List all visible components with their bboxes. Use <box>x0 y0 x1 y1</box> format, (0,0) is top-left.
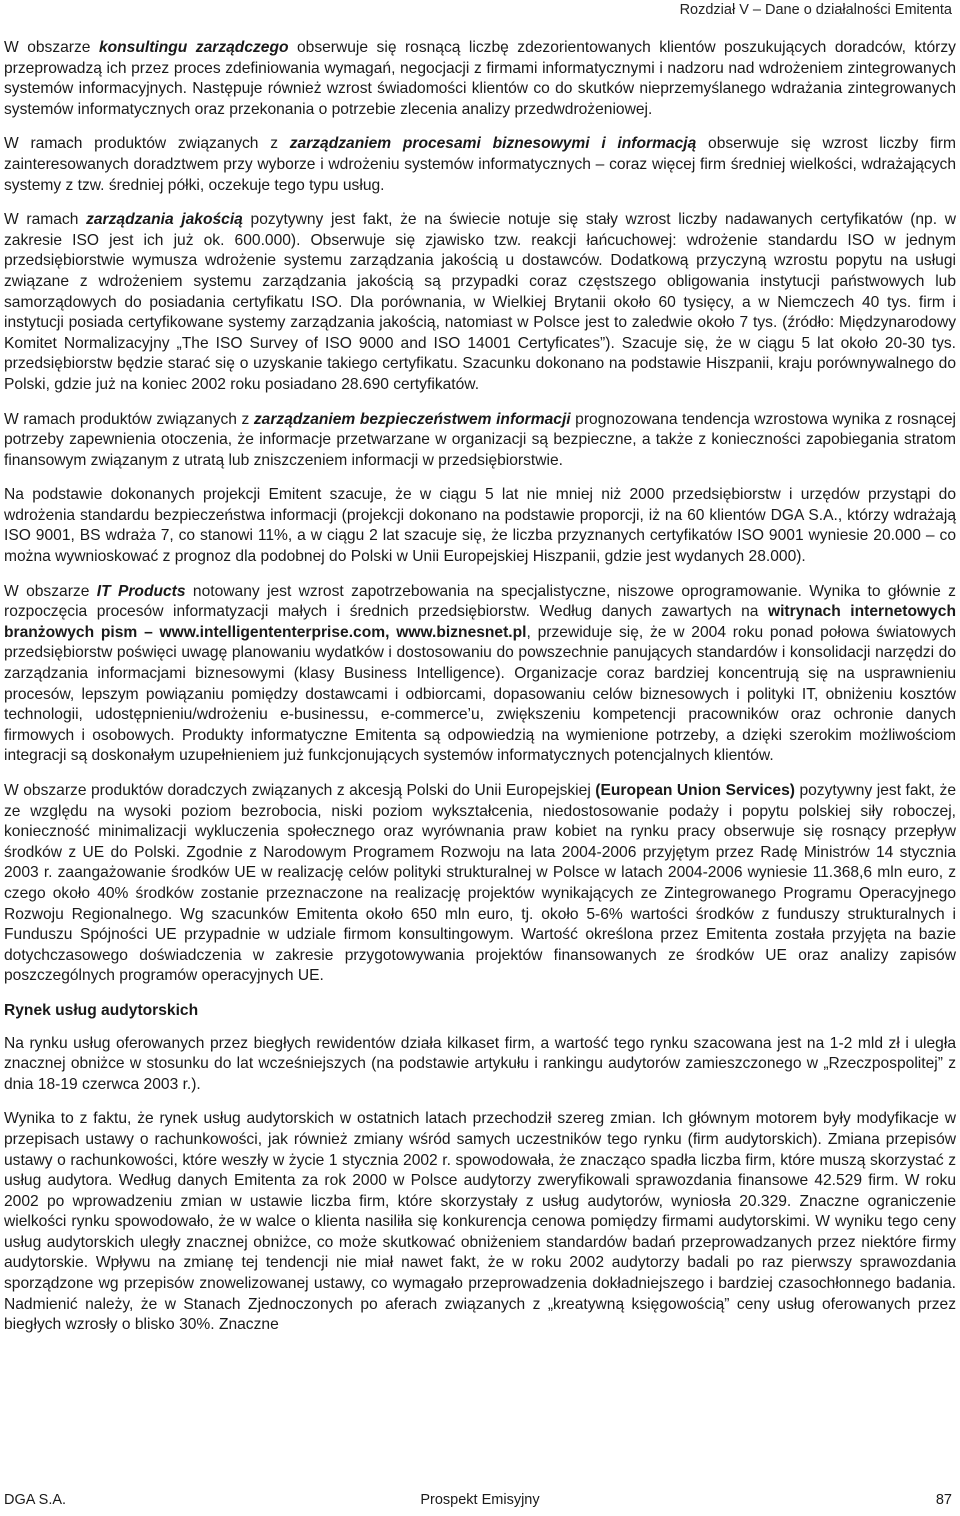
paragraph-projection <box>4 485 956 567</box>
footer-document-title: Prospekt Emisyjny <box>420 1492 540 1508</box>
emphasis-term: zarządzaniem procesami biznesowymi i informacją <box>289 135 697 153</box>
page-number: 87 <box>935 1492 952 1508</box>
paragraph-consulting <box>4 38 956 120</box>
main-content <box>4 38 956 1350</box>
paragraph-text: W obszarze <box>4 582 97 600</box>
bold-term: (European Union Services) <box>595 782 795 799</box>
paragraph-text: , przewiduje się, że w 2004 roku ponad połowa światowych przedsiębiorstw poświęci uwagę planowaniu wydatków i dostosowaniu do powszechnie panujących standardów i konsolidacji narzędzi do zarządzania informacjami biznesowymi (klasy Business Intelligence). Organizacje coraz bardziej koncentrują się na usprawnieniu procesów, lepszym powiązaniu pomiędzy dostawcami i odbiorcami, dopasowaniu celów biznesowych i polityki IT, obniżeniu kosztów technologii, udostępnieniu/wdrożeniu e-businessu, e-commerce’u, zwiększeniu kompetencji pracowników oraz ochronie danych firmowych i osobowych. Produkty informatyczne Emitenta są odpowiedzią na wymienione potrzeby, a dzięki szerokim możliwościom integracji są doskonałym uzupełnieniem już funkcjonujących systemów informatycznych potencjalnych klientów. <box>4 623 956 765</box>
paragraph-text: W ramach produktów związanych z <box>4 410 254 428</box>
section-heading: Rynek usług audytorskich <box>4 1001 199 1019</box>
paragraph-text: pozytywny jest fakt, że ze względu na wysoki poziom bezrobocia, niski poziom wykształcenia, niedostosowanie podaży i popytu polskiej siły roboczej, konieczność minimalizacji wykluczenia społecznego oraz wyrównania praw kobiet na rynku pracy obserwuje się rosnący przepływ środków z UE do Polski. Zgodnie z Narodowym Programem Rozwoju na lata 2004-2006 przyjętym przez Radę Ministrów 14 stycznia 2003 r. zaangażowanie środków UE w realizację celów polityki strukturalnej w Polsce w latach 2004-2006 wyniesie 11.368,6 mln euro, z czego około 40% środków zostanie przeznaczone na realizację projektów wynikających ze Zintegrowanego Programu Operacyjnego Rozwoju Regionalnego. Wg szacunków Emitenta około 650 mln euro, tj. około 5-6% wartości środków z funduszy strukturalnych i Funduszu Spójności UE przypadnie w udziale firmom konsultingowym. Wartość określona przez Emitenta została przyjęta na bazie dotychczasowego doświadczenia w zakresie przygotowywania projektów finansowanych ze środków UE oraz analizy zapisów poszczególnych programów operacyjnych UE. <box>4 782 956 985</box>
paragraph-text: W obszarze produktów doradczych związanych z akcesją Polski do Unii Europejskiej <box>4 782 596 799</box>
page-footer <box>4 1490 956 1510</box>
footer-company: DGA S.A. <box>4 1492 67 1508</box>
paragraph-text: notowany jest wzrost zapotrzebowania na specjalistyczne, niszowe oprogramowanie. Wynika to głównie z rozpoczęcia procesów informatyzacji małych i średnich przedsiębiorstw. Według danych zawartych na <box>4 582 956 621</box>
emphasis-term: zarządzaniem bezpieczeństwem informacji <box>253 410 571 428</box>
emphasis-term: konsultingu zarządczego <box>98 39 289 56</box>
paragraph-audit-changes <box>4 1109 956 1336</box>
paragraph-text: prognozowana tendencja wzrostowa wynika z rosnącej potrzeby zapewnienia otoczenia, że informacje przetwarzane w organizacji są bezpieczne, a także z konieczności zapobiegania stratom finansowym związanym z utratą lub zniszczeniem informacji w przedsiębiorstwie. <box>4 410 956 469</box>
paragraph-text: pozytywny jest fakt, że na świecie notuje się stały wzrost liczby nadawanych certyfikatów (np. w zakresie ISO jest ich już ok. 600.000). Obserwuje się zjawisko tzw. reakcji łańcuchowej: wdrożenie standardu ISO w jednym przedsiębiorstwie wymusza wdrożenie systemu zarządzania jakością u dostawców. Dodatkową przyczyną wzrostu popytu na usługi związane z wdrożeniem systemu zarządzania jakością są przypadki coraz częstszego obligowania instytucji państwowych lub samorządowych do posiadania certyfikatu ISO. Dla porównania, w Wielkiej Brytanii około 60 tysięcy, a w Niemczech 40 tys. firm i instytucji posiada certyfikowane systemy zarządzania jakością, natomiast w Polsce jest to zaledwie około 7 tys. (źródło: Międzynarodowy Komitet Normalizacyjny „The ISO Survey of ISO 9000 and ISO 14001 Certyficates”). Szacuje się, że w ciągu 5 lat około 20-30 tys. przedsiębiorstw będzie starać się o uzyskanie takiego certyfikatu. Szacunku dokonano na podstawie Hiszpanii, kraju porównywalnego do Polski, gdzie już na koniec 2002 roku posiadano 28.690 certyfikatów. <box>4 211 956 393</box>
paragraph-security <box>4 410 956 472</box>
paragraph-text: Na rynku usług oferowanych przez biegłych rewidentów działa kilkaset firm, a wartość tego rynku szacowana jest na 1-2 mld zł i uległa znacznej obniżce w stosunku do lat wcześniejszych (na podstawie artykułu i rankingu audytorów zamieszczonego w „Rzeczpospolitej” z dnia 18-19 czerwca 2003 r.). <box>4 1034 956 1093</box>
paragraph-text: obserwuje się wzrost liczby firm zainteresowanych doradztwem przy wyborze i wdrożeniu systemów informatycznych – coraz więcej firm średniej wielkości, wdrażających systemy z tzw. średniej półki, oczekuje tego typu usług. <box>4 135 956 194</box>
paragraph-eu-services <box>4 781 956 987</box>
paragraph-text: Wynika to z faktu, że rynek usług audytorskich w ostatnich latach przechodził szereg zmian. Ich głównym motorem były modyfikacje w przepisach ustawy o rachunkowości, jak również zmiany wśród samych uczestników tego rynku (firm audytorskich). Zmiana przepisów ustawy o rachunkowości, które weszły w życie 1 stycznia 2002 r. spowodowała, że znacząco spadła liczba firm, które muszą skorzystać z usług audytora. Według danych Emitenta za rok 2000 w Polsce audytorzy zweryfikowali sprawozdania finansowe 42.529 firm. W roku 2002 po wprowadzeniu zmian w ustawie liczba firm, które skorzystały z usług audytorów, wyniosła 20.329. Znaczne ograniczenie wielkości rynku spowodowało, że w walce o klienta nasiliła się konkurencja cenowa pomiędzy firmami audytorskimi. W wyniku tego ceny usług audytorskich uległy znacznej obniżce, co może skutkować obniżeniem standardów badań przeprowadzanych przez niektóre firmy audytorskie. Wpływu na zmianę tej tendencji nie miał nawet fakt, że w roku 2002 audytorzy badali po raz pierwszy sprawozdania sporządzone wg przepisów znowelizowanej ustawy, co wymagało przeprowadzenia dokładniejszego i bardziej czasochłonnego badania. Nadmienić należy, że w Stanach Zjednoczonych po aferach związanych z „kreatywną księgowością” ceny usług oferowanych przez biegłych wzrosły o blisko 30%. Znaczne <box>4 1110 956 1334</box>
paragraph-it-products <box>4 582 956 767</box>
paragraph-bpm <box>4 134 956 196</box>
paragraph-text: W obszarze <box>4 39 99 56</box>
paragraph-quality <box>4 210 956 395</box>
running-header-title: Rozdział V – Dane o działalności Emitenta <box>679 2 952 18</box>
emphasis-term: zarządzania jakością <box>86 211 243 229</box>
emphasis-term: IT Products <box>96 582 186 600</box>
bold-sources: witrynach internetowych branżowych pism – www.intelligententerprise.com, www.biznesnet.pl <box>4 603 956 641</box>
paragraph-audit-market <box>4 1034 956 1096</box>
paragraph-text: W ramach produktów związanych z <box>4 135 290 153</box>
paragraph-text: W ramach <box>4 211 87 229</box>
paragraph-text: Na podstawie dokonanych projekcji Emitent szacuje, że w ciągu 5 lat nie mniej niż 2000 przedsiębiorstw i urzędów przystąpi do wdrożenia standardu bezpieczeństwa informacji (projekcji dokonano na podstawie proporcji, iż na 60 klientów DGA S.A., którzy wdrażają ISO 9001, BS wdraża 7, co stanowi 11%, a w ciągu 2 lat szacuje się, że liczba przyznanych certyfikatów ISO 9001 wyniesie 20.000 – co można wywnioskować z prognoz dla podobnej do Polski w Unii Europejskiej Hiszpanii, gdzie jest wydanych 28.000). <box>4 486 956 566</box>
paragraph-text: obserwuje się rosnącą liczbę zdezorientowanych klientów poszukujących doradców, którzy przeprowadzą ich przez proces zdefiniowania wymagań, negocjacji z firmami informatycznymi i nadzoru nad wdrożeniem zintegrowanych systemów informacyjnych. Następuje również wzrost świadomości klientów co do skutków nieprzemyślanego wdrażania zintegrowanych systemów informatycznych oraz przekonania o potrzebie zlecenia analizy przedwdrożeniowej. <box>4 39 956 118</box>
running-header <box>680 0 952 20</box>
